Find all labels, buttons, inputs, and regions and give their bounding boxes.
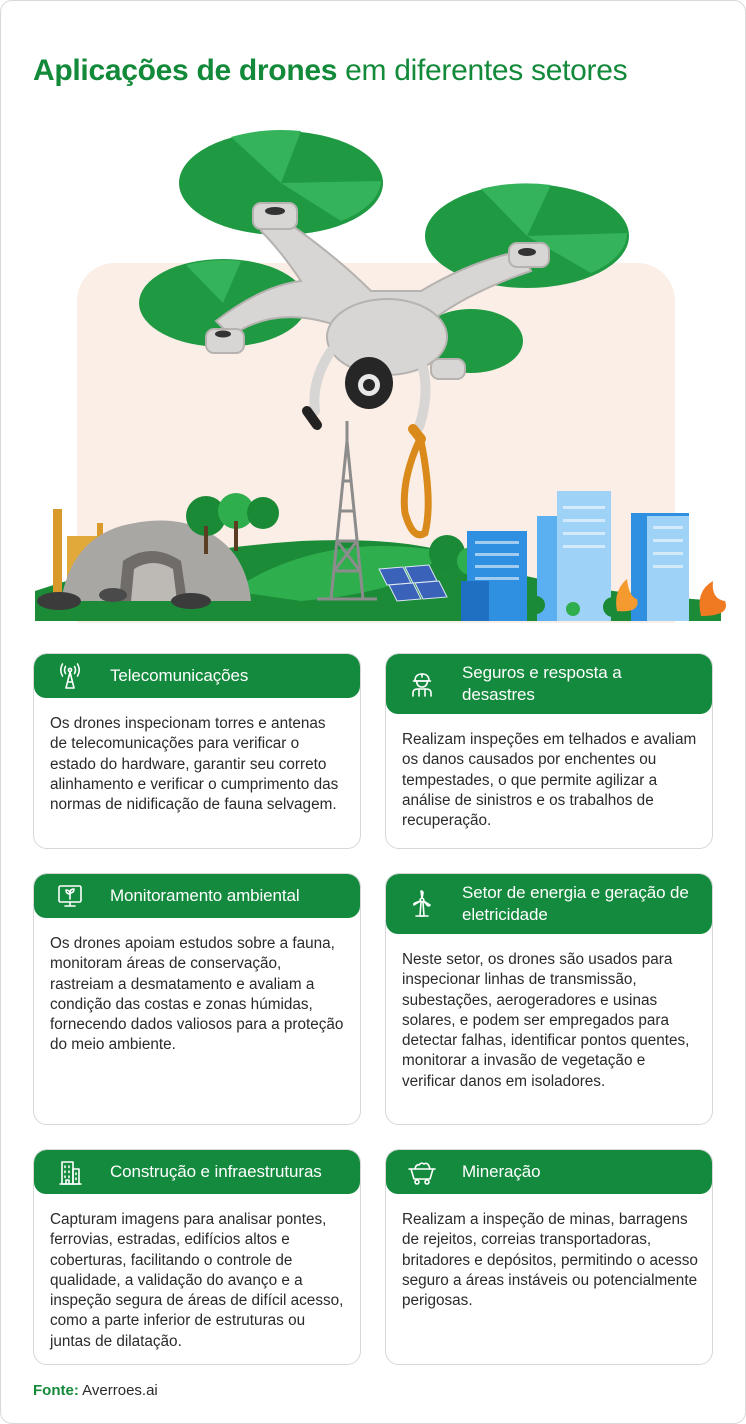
worker-helmet-icon	[406, 668, 438, 700]
card-monitoramento	[33, 873, 361, 1125]
card-mineracao	[385, 1149, 713, 1365]
card-body: Capturam imagens para analisar pontes, ferrovias, estradas, edifícios altos e coberturas, facilitando o controle de qualidade, a validação do avanço e a inspeção segura de áreas de difícil acesso, como a parte inferior de estruturas ou juntas de dilatação.	[50, 1211, 344, 1350]
source-label: Fonte:	[33, 1382, 79, 1399]
card-body: Neste setor, os drones são usados para inspecionar linhas de transmissão, subestações, aerogeradores e usinas solares, e podem ser empregados para detectar falhas, identificar pontos quentes, monitorar a invasão de vegetação e verificar danos em isoladores.	[402, 951, 690, 1090]
page-title	[33, 53, 627, 89]
drone-scene-illustration	[1, 121, 746, 626]
card-title: Setor de energia e geração de eletricidade	[462, 883, 689, 924]
monitor-plant-icon	[54, 880, 86, 912]
card-header	[386, 654, 712, 714]
wind-turbine-icon	[406, 888, 438, 920]
buildings-icon	[54, 1156, 86, 1188]
card-title: Monitoramento ambiental	[110, 886, 300, 905]
card-construcao	[33, 1149, 361, 1365]
card-header	[34, 874, 360, 918]
card-header	[34, 1150, 360, 1194]
card-body: Os drones apoiam estudos sobre a fauna, monitoram áreas de conservação, rastreiam a desmatamento e avaliam a condição das costas e zonas húmidas, fornecendo dados valiosos para a proteção do meio ambiente.	[50, 935, 344, 1054]
card-title: Seguros e resposta a desastres	[462, 663, 622, 704]
card-body: Realizam a inspeção de minas, barragens de rejeitos, correias transportadoras, britadores e depósitos, permitindo o acesso seguro a áreas instáveis ou potencialmente perigosas.	[402, 1211, 698, 1310]
card-body: Realizam inspeções em telhados e avaliam os danos causados por enchentes ou tempestades, o que permite agilizar a análise de sinistros e os trabalhos de recuperação.	[402, 731, 697, 830]
card-energia	[385, 873, 713, 1125]
card-title: Mineração	[462, 1162, 541, 1181]
hero-illustration	[1, 121, 746, 626]
card-header	[386, 874, 712, 934]
source-value: Averroes.ai	[78, 1382, 158, 1399]
card-header	[386, 1150, 712, 1194]
title-bold: Aplicações de drones	[33, 54, 338, 87]
card-title: Telecomunicações	[110, 666, 249, 685]
card-title: Construção e infraestruturas	[110, 1162, 322, 1181]
telecom-tower-icon	[54, 660, 86, 692]
card-seguros	[385, 653, 713, 849]
source-credit	[33, 1381, 158, 1401]
card-telecomunicacoes	[33, 653, 361, 849]
card-header	[34, 654, 360, 698]
mine-cart-icon	[406, 1156, 438, 1188]
title-regular: em diferentes setores	[337, 54, 628, 87]
card-body: Os drones inspecionam torres e antenas de telecomunicações para verificar o estado do hardware, garantir seu correto alinhamento e verificar o cumprimento das normas de nidificação de fauna selvagem.	[50, 715, 339, 814]
